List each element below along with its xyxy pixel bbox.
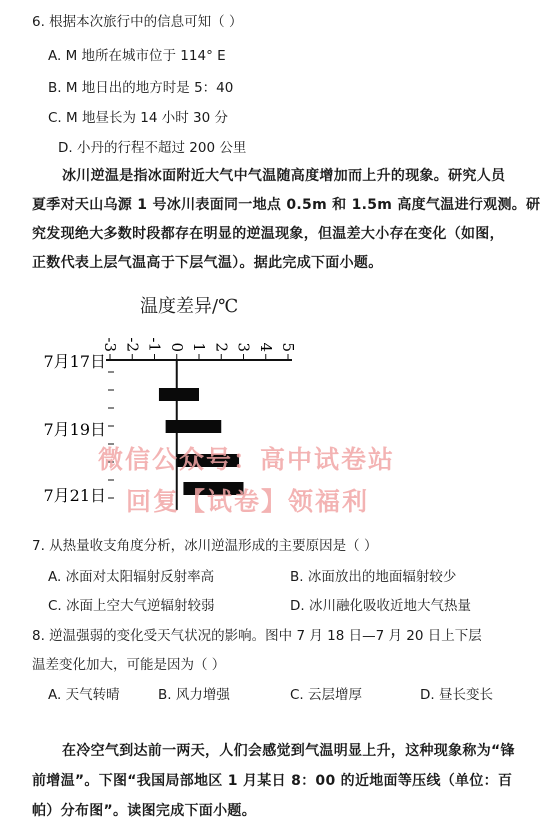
passage1-line-1: 冰川逆温是指冰面附近大气中气温随高度增加而上升的现象。研究人员 <box>62 168 506 184</box>
x-tick-label-0: -3 <box>101 337 119 352</box>
passage2-line-2: 前增温”。下图“我国局部地区 1 月某日 8：00 的近地面等压线（单位：百 <box>32 773 513 789</box>
y-label-0: 7月17日 <box>43 352 106 371</box>
x-tick-label-2: -1 <box>145 337 164 352</box>
q7-option-a: A. 冰面对太阳辐射反射率高 <box>48 569 215 585</box>
q8-stem-line-1: 8. 逆温强弱的变化受天气状况的影响。图中 7 月 18 日—7 月 20 日上下层 <box>32 628 482 644</box>
q6-option-c: C. M 地昼长为 14 小时 30 分 <box>48 110 228 126</box>
q6-stem: 6. 根据本次旅行中的信息可知（ ） <box>32 14 243 30</box>
q8-stem-line-2: 温差变化加大，可能是因为（ ） <box>32 657 226 673</box>
x-tick-label-3: 0 <box>167 342 186 352</box>
watermark-line-2: 回复【试卷】领福利 <box>126 487 370 516</box>
x-tick-label-7: 4 <box>256 342 275 352</box>
q7-option-b: B. 冰面放出的地面辐射较少 <box>290 569 457 585</box>
x-tick-label-6: 3 <box>234 342 253 352</box>
q8-option-d: D. 昼长变长 <box>420 687 493 703</box>
y-label-1: 7月19日 <box>43 420 106 439</box>
q8-option-b: B. 风力增强 <box>158 687 230 703</box>
passage2-line-1: 在冷空气到达前一两天，人们会感觉到气温明显上升，这种现象称为“锋 <box>62 743 515 759</box>
q7-option-d: D. 冰川融化吸收近地大气热量 <box>290 598 471 614</box>
q8-option-c: C. 云层增厚 <box>290 687 363 703</box>
q6-option-d: D. 小丹的行程不超过 200 公里 <box>58 140 247 156</box>
q7-option-c: C. 冰面上空大气逆辐射较弱 <box>48 598 215 614</box>
q6-option-b: B. M 地日出的地方时是 5：40 <box>48 80 234 96</box>
x-tick-label-1: -2 <box>123 337 142 352</box>
y-label-2: 7月21日 <box>43 486 106 505</box>
passage1-line-4: 正数代表上层气温高于下层气温）。据此完成下面小题。 <box>32 255 383 271</box>
q6-option-a: A. M 地所在城市位于 114° E <box>48 48 226 64</box>
passage1-line-3: 究发现绝大多数时段都存在明显的逆温现象，但温差大小存在变化（如图， <box>32 226 504 242</box>
passage1-line-2: 夏季对天山乌源 1 号冰川表面同一地点 0.5m 和 1.5m 高度气温进行观测。研 <box>32 197 541 213</box>
x-tick-label-8: 5 <box>279 342 297 352</box>
x-tick-label-4: 1 <box>190 342 208 352</box>
q8-option-a: A. 天气转晴 <box>48 687 120 703</box>
passage2-line-3: 帕）分布图”。读图完成下面小题。 <box>32 803 257 819</box>
bar-0 <box>159 388 199 401</box>
bar-1 <box>166 420 222 433</box>
chart-title: 温度差异/℃ <box>140 296 239 317</box>
q7-stem: 7. 从热量收支角度分析，冰川逆温形成的主要原因是（ ） <box>32 538 378 554</box>
watermark-line-1: 微信公众号：高中试卷站 <box>98 445 396 474</box>
x-tick-label-5: 2 <box>212 342 231 352</box>
